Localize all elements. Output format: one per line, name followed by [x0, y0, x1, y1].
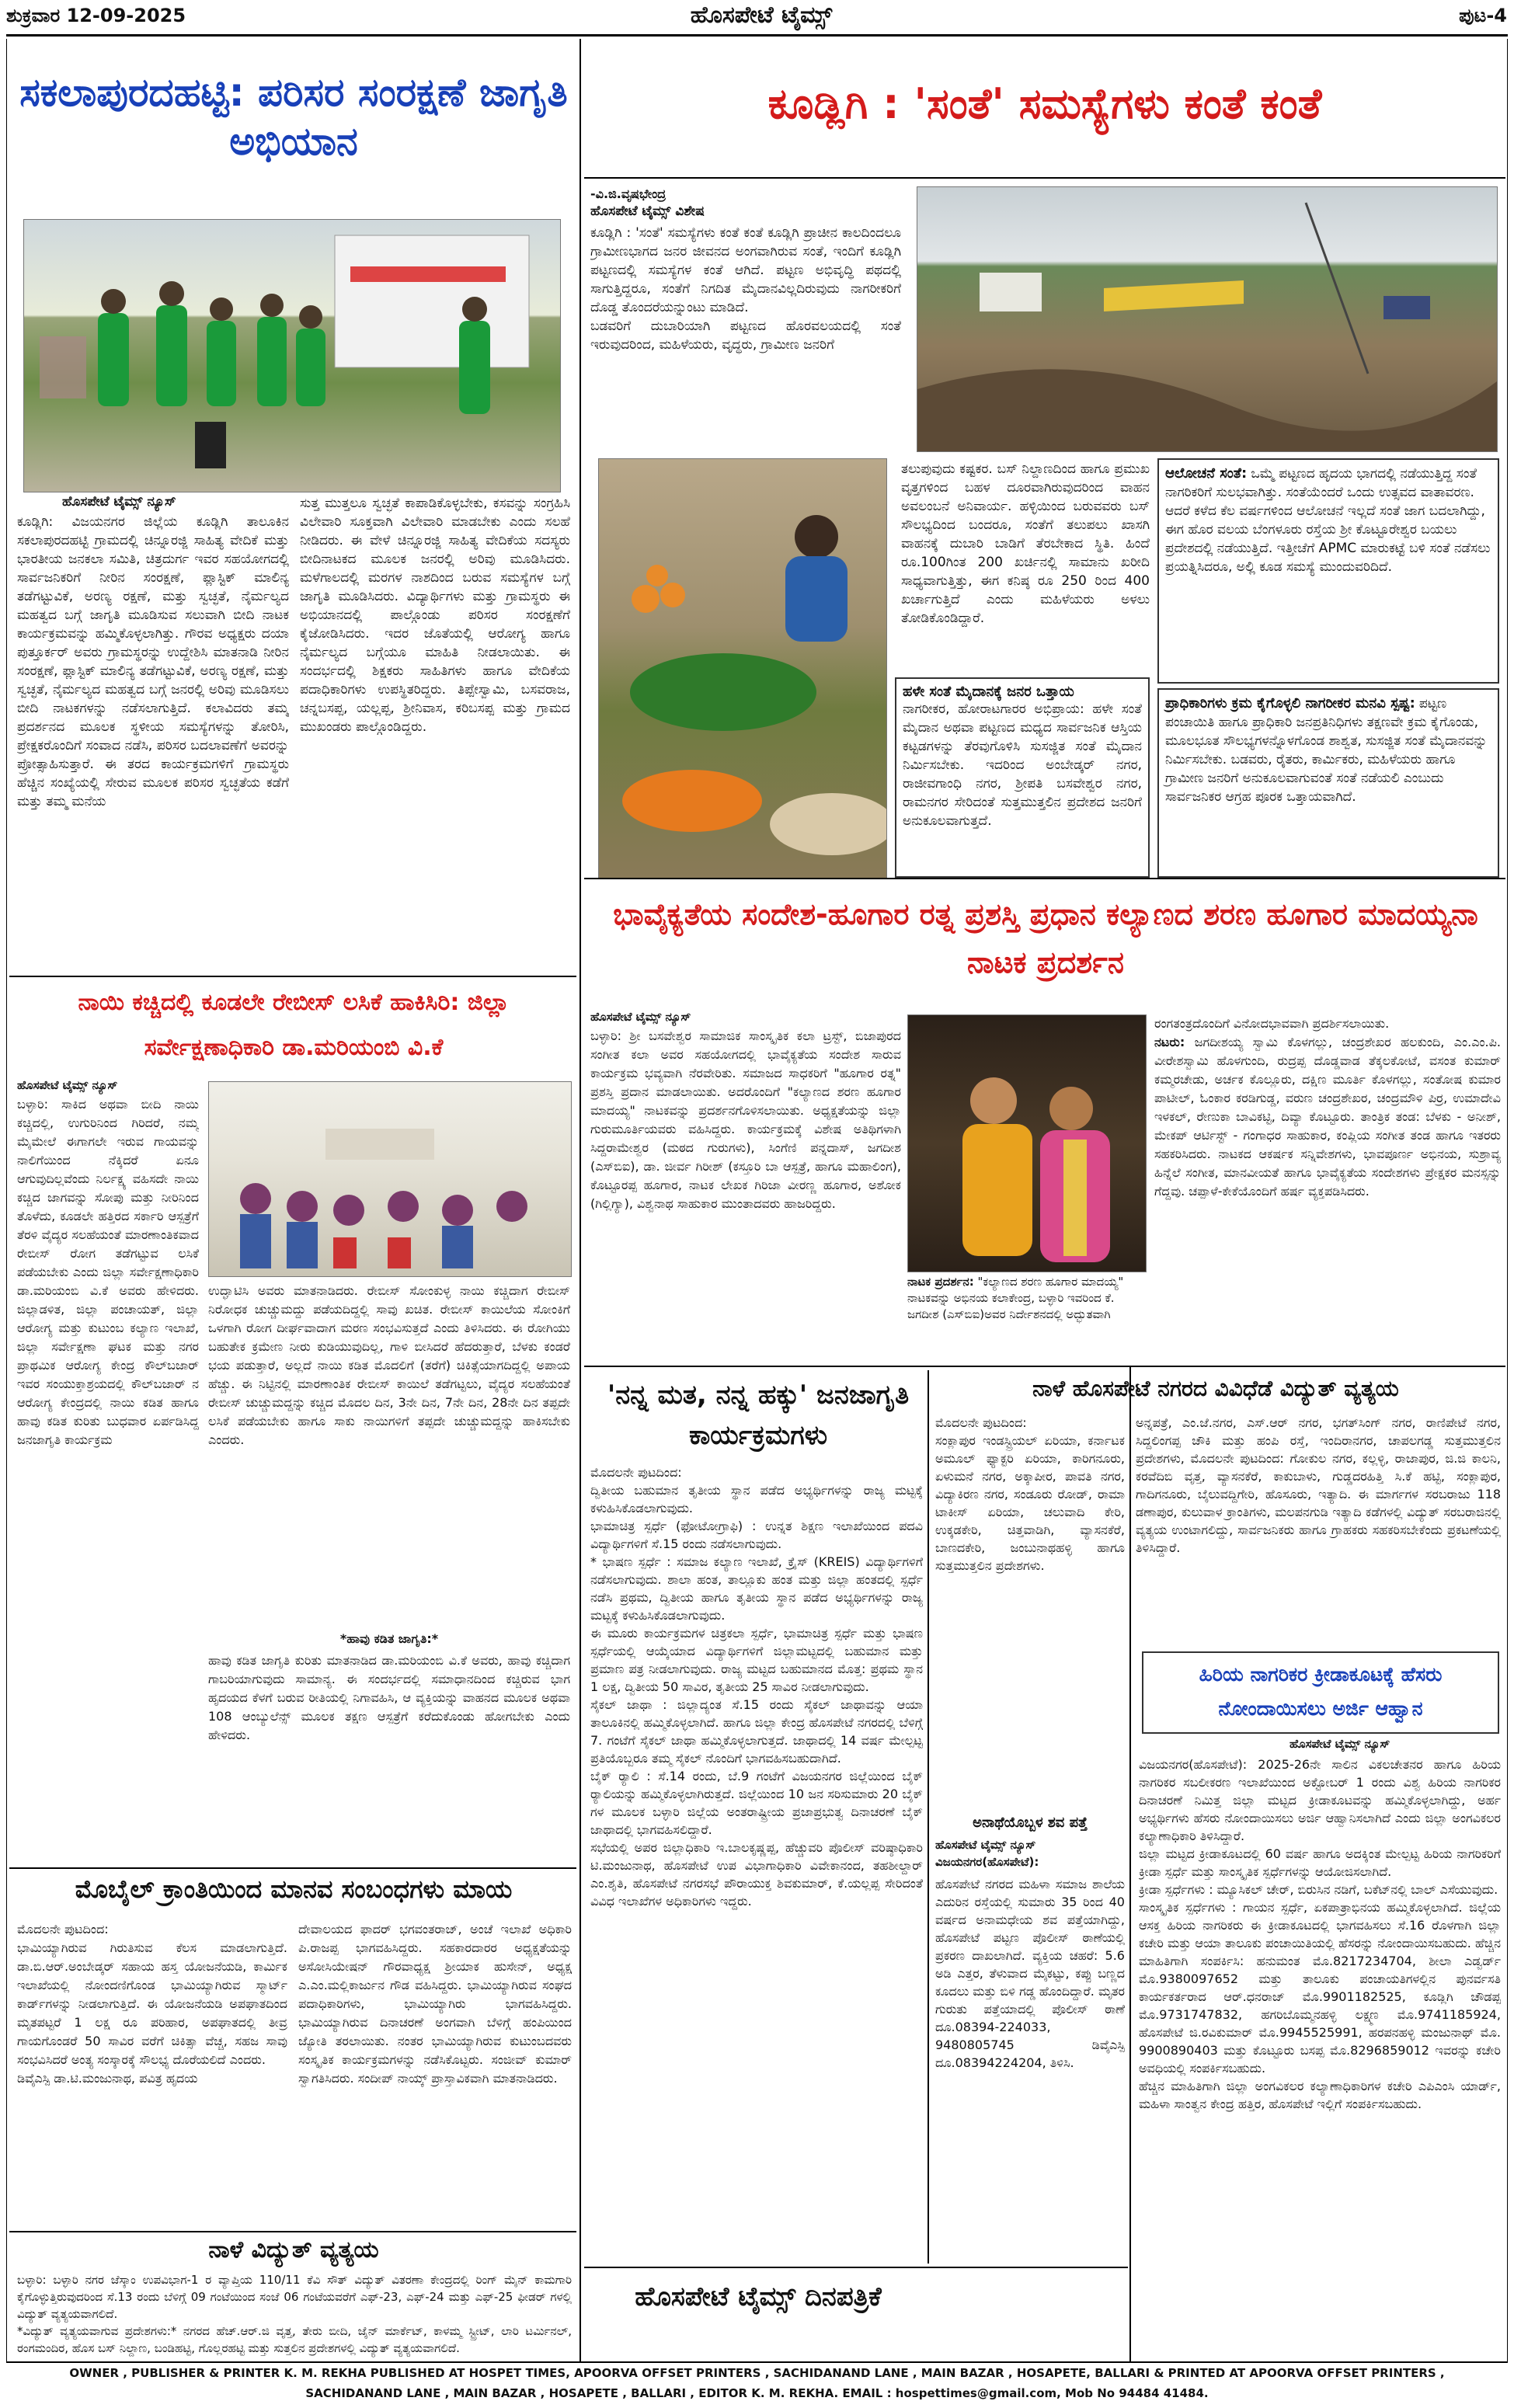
- article4-byline: ಹೊಸಪೇಟೆ ಟೈಮ್ಸ್ ನ್ಯೂಸ್: [590, 1010, 691, 1024]
- article4-caption-text: "ಕಲ್ಯಾಣದ ಶರಣ ಹೂಗಾರ ಮಾದಯ್ಯ" ನಾಟಕವನ್ನು ಅಭಿನಯ ಕಲಾಕೇಂದ್ರ, ಬಳ್ಳಾರಿ ಇವರಿಂದ ಕೆ. ಜಗದೀಶ (ಎಸ್‌ಬಿಐ)ಅವರ ನಿರ್ದೇಶನದಲ್ಲಿ ಅದ್ಭುತವಾಗಿ: [907, 1275, 1124, 1321]
- article1-byline: ಹೊಸಪೇಟೆ ಟೈಮ್ಸ್ ನ್ಯೂಸ್: [62, 494, 176, 510]
- article4-col3: [1154, 1014, 1501, 1359]
- article2-box3-text: ಪಟ್ಟಣ ಪಂಚಾಯಿತಿ ಹಾಗೂ ಪ್ರಾಧಿಕಾರಿ ಜನಪ್ರತಿನಿಧಿಗಳು ತಕ್ಷಣವೇ ಕ್ರಮ ಕೈಗೊಂಡು, ಮೂಲಭೂತ ಸೌಲಭ್ಯಗಳನ್ನೊಳಗೊಂಡ ಶಾಶ್ವತ, ಸುಸಜ್ಜಿತ ಸಂತೆ ಮೈದಾನವನ್ನು ನಿರ್ಮಿಸಬೇಕು. ಬಡವರು, ರೈತರು, ಕಾರ್ಮಿಕರು, ಮಹಿಳೆಯರು ಹಾಗೂ ಗ್ರಾಮೀಣ ಜನರಿಗೆ ಅನುಕೂಲವಾಗುವಂತೆ ಸಂತೆ ನಡೆಯಲಿ ಎಂಬುದು ಸಾರ್ವಜನಿಕರ ಆಗ್ರಹ ಪೂರಕ ಒತ್ತಾಯವಾಗಿದೆ.: [1165, 696, 1488, 805]
- article2-box2-text: ಒಮ್ಮೆ ಪಟ್ಟಣದ ಹೃದಯ ಭಾಗದಲ್ಲಿ ನಡೆಯುತ್ತಿದ್ದ ಸಂತೆ ನಾಗರಿಕರಿಗೆ ಸುಲಭವಾಗಿತ್ತು. ಸಂತೆಯೆಂದರೆ ಒಂದು ಉತ್ಸವದ ವಾತಾವರಣ. ಆದರೆ ಕಳೆದ ಕೆಲ ವರ್ಷಗಳಿಂದ ಆಲೋಚನೆ ಇಲ್ಲದೆ ಸಂತೆ ಜಾಗ ಬದಲಾಗಿದ್ದು, ಈಗ ಹೊರ ವಲಯ ಬೆಂಗಳೂರು ರಸ್ತೆಯ ಶ್ರೀ ಕೊಟ್ಟೂರೇಶ್ವರ ಬಯಲು ಪ್ರದೇಶದಲ್ಲಿ ನಡೆಯುತ್ತಿದೆ. ಇತ್ತೀಚೆಗೆ APMC ಮಾರುಕಟ್ಟೆ ಬಳಿ ಸಂತೆ ನಡೆಸಲು ಪ್ರಯತ್ನಿಸಿದರೂ, ಅಲ್ಲಿ ಕೂಡ ಸಮಸ್ಯೆ ಮುಂದುವರಿದಿದೆ.: [1165, 466, 1491, 575]
- article5-headline: ಮೊಬೈಲ್ ಕ್ರಾಂತಿಯಿಂದ ಮಾನವ ಸಂಬಂಧಗಳು ಮಾಯ: [75, 1874, 513, 1904]
- column-divider: [1507, 39, 1508, 2361]
- footer-rule: [6, 2361, 1508, 2363]
- article1-col1: ಕೂಡ್ಲಿಗಿ: ವಿಜಯನಗರ ಜಿಲ್ಲೆಯ ಕೂಡ್ಲಿಗಿ ತಾಲೂಕಿನ ಸಕಲಾಪುರದಹಟ್ಟಿ ಗ್ರಾಮದಲ್ಲಿ ಚಿನ್ನೂರಜ್ಜಿ ಸಾಹಿತ್ಯ ವೇದಿಕೆ ಮತ್ತು ಭಾರತೀಯ ಜನಕಲಾ ಸಮಿತಿ, ಚಿತ್ರದುರ್ಗ ಇವರ ಸಹಯೋಗದಲ್ಲಿ ಸಾರ್ವಜನಿಕರಿಗೆ ನೀರಿನ ಸಂರಕ್ಷಣೆ, ಪ್ಲಾಸ್ಟಿಕ್ ಮಾಲಿನ್ಯ ತಡೆಗಟ್ಟುವಿಕೆ, ಅರಣ್ಯ ರಕ್ಷಣೆ, ಮತ್ತು ಸ್ವಚ್ಛತೆ, ನೈರ್ಮಲ್ಯದ ಮಹತ್ವದ ಬಗ್ಗೆ ಜಾಗೃತಿ ಮೂಡಿಸುವ ಸಲುವಾಗಿ ಬೀದಿ ನಾಟಕ ಕಾರ್ಯಕ್ರಮವನ್ನು ಹಮ್ಮಿಕೊಳ್ಳಲಾಗಿತ್ತು. ಗೌರವ ಅಧ್ಯಕ್ಷರು ದಯಾ ಪುತ್ತೂರ್ಕರ್ ಅವರು ಗ್ರಾಮಸ್ಥರನ್ನು ಉದ್ದೇಶಿಸಿ ಮಾತನಾಡಿ ನೀರಿನ ಸಂರಕ್ಷಣೆ, ಪ್ಲಾಸ್ಟಿಕ್ ಮಾಲಿನ್ಯ ತಡೆಗಟ್ಟುವಿಕೆ, ಅರಣ್ಯ ರಕ್ಷಣೆ, ಮತ್ತು ಸ್ವಚ್ಛತೆ, ನೈರ್ಮಲ್ಯದ ಮಹತ್ವದ ಬಗ್ಗೆ ಜನರಲ್ಲಿ ಅರಿವು ಮೂಡಿಸಲು ಬೀದಿ ನಾಟಕಗಳನ್ನು ನಡೆಸಲಾಗುತ್ತಿದೆ. ಕಲಾವಿದರು ತಮ್ಮ ಪ್ರದರ್ಶನದ ಮೂಲಕ ಸ್ಥಳೀಯ ಸಮಸ್ಯೆಗಳನ್ನು ತೋರಿಸಿ, ಪ್ರೇಕ್ಷಕರೊಂದಿಗೆ ಸಂವಾದ ನಡೆಸಿ, ಪರಿಸರ ಬದಲಾವಣೆಗೆ ಅವರನ್ನು ಪ್ರೋತ್ಸಾಹಿಸುತ್ತಾರೆ. ಈ ತರದ ಕಾರ್ಯಕ್ರಮಗಳಿಗೆ ಗ್ರಾಮಸ್ಥರು ಹೆಚ್ಚಿನ ಸಂಖ್ಯೆಯಲ್ಲಿ ಸೇರುವ ಮೂಲಕ ಪರಿಸರ ಸ್ವಚ್ಛತೆಯ ಕಡೆಗೆ ಮತ್ತು ತಮ್ಮ ಮನೆಯ: [17, 514, 289, 809]
- article1-photo: [23, 219, 561, 492]
- article9-byline: ಹೊಸಪೇಟೆ ಟೈಮ್ಸ್ ನ್ಯೂಸ್: [1290, 1737, 1390, 1751]
- masthead-rule: [6, 34, 1508, 37]
- article2-cont: ತಲುಪುವುದು ಕಷ್ಟಕರ. ಬಸ್ ನಿಲ್ದಾಣದಿಂದ ಹಾಗೂ ಪ್ರಮುಖ ವೃತ್ತಗಳಿಂದ ಬಹಳ ದೂರವಾಗಿರುವುದರಿಂದ ವಾಹನ ಅವಲಂಬನೆ ಅನಿವಾರ್ಯ. ಹಳ್ಳಿಯಿಂದ ಬರುವವರು ಬಸ್ ಸೌಲಭ್ಯದಿಂದ ಬಂದರೂ, ಸಂತೆಗೆ ತಲುಪಲು ಖಾಸಗಿ ವಾಹನಕ್ಕೆ ದುಬಾರಿ ಬಾಡಿಗೆ ತೆರಬೇಕಾದ ಸ್ಥಿತಿ. ಹಿಂದೆ ರೂ.100ಗಿಂತ 200 ಖರ್ಚಿನಲ್ಲಿ ಸಾಮಾನು ಖರೀದಿ ಸಾಧ್ಯವಾಗುತ್ತಿತ್ತು, ಈಗ ಕನಿಷ್ಠ ರೂ 250 ರಿಂದ 400 ಖರ್ಚಾಗುತ್ತಿದೆ ಎಂದು ಮಹಿಳೆಯರು ಅಳಲು ತೋಡಿಕೊಂಡಿದ್ದಾರೆ.: [901, 461, 1150, 626]
- article7-body: ಮೊದಲನೇ ಪುಟದಿಂದ: ದ್ವಿತೀಯ ಬಹುಮಾನ ತೃತೀಯ ಸ್ಥಾನ ಪಡೆದ ಅಭ್ಯರ್ಥಿಗಳನ್ನು ರಾಜ್ಯ ಮಟ್ಟಕ್ಕೆ ಕಳುಹಿಸಿಕೊಡಲಾಗುವುದು. ಭಾಮಾಚಿತ್ರ ಸ್ಪರ್ಧೆ (ಫೋಟೋಗ್ರಾಫಿ) : ಉನ್ನತ ಶಿಕ್ಷಣ ಇಲಾಖೆಯಿಂದ ಪದವಿ ವಿದ್ಯಾರ್ಥಿಗಳಿಗೆ ಸೆ.15 ರಂದು ನಡೆಸಲಾಗುವುದು. * ಭಾಷಣ ಸ್ಪರ್ಧೆ : ಸಮಾಜ ಕಲ್ಯಾಣ ಇಲಾಖೆ, ಕ್ರೈಸ್ (KREIS) ವಿದ್ಯಾರ್ಥಿಗಳಿಗೆ ನಡೆಸಲಾಗುವುದು. ಶಾಲಾ ಹಂತ, ತಾಲ್ಲೂಕು ಹಂತ ಮತ್ತು ಜಿಲ್ಲಾ ಹಂತದಲ್ಲಿ ಸ್ಪರ್ಧೆ ನಡೆಸಿ ಪ್ರಥಮ, ದ್ವಿತೀಯ ಹಾಗೂ ತೃತೀಯ ಸ್ಥಾನ ಪಡೆದ ಅಭ್ಯರ್ಥಿಗಳನ್ನು ರಾಜ್ಯ ಮಟ್ಟಕ್ಕೆ ಕಳುಹಿಸಿಕೊಡಲಾಗುವುದು. ಈ ಮೂರು ಕಾರ್ಯಕ್ರಮಗಳ ಚಿತ್ರಕಲಾ ಸ್ಪರ್ಧೆ, ಭಾಮಾಚಿತ್ರ ಸ್ಪರ್ಧೆ ಮತ್ತು ಭಾಷಣ ಸ್ಪರ್ಧೆಯಲ್ಲಿ ಆಯ್ಕೆಯಾದ ವಿದ್ಯಾರ್ಥಿಗಳಿಗೆ ಜಿಲ್ಲಾಮಟ್ಟದಲ್ಲಿ ಬಹುಮಾನ ಮತ್ತು ಪ್ರಮಾಣ ಪತ್ರ ನೀಡಲಾಗುವುದು. ರಾಜ್ಯ ಮಟ್ಟದ ಬಹುಮಾನದ ಮೊತ್ತ: ಪ್ರಥಮ ಸ್ಥಾನ 1 ಲಕ್ಷ, ದ್ವಿತೀಯ 50 ಸಾವಿರ, ತೃತೀಯ 25 ಸಾವಿರ ನೀಡಲಾಗುವುದು. ಸೈಕಲ್ ಜಾಥಾ : ಜಿಲ್ಲಾದ್ಯಂತ ಸೆ.15 ರಂದು ಸೈಕಲ್ ಜಾಥಾವನ್ನು ಆಯಾ ತಾಲೂಕಿನಲ್ಲಿ ಹಮ್ಮಿಕೊಳ್ಳಲಾಗಿದೆ. ಹಾಗೂ ಜಿಲ್ಲಾ ಕೇಂದ್ರ ಹೊಸಪೇಟೆ ನಗರದಲ್ಲಿ ಬೆಳಿಗ್ಗೆ 7. ಗಂಟೆಗೆ ಸೈಕಲ್ ಜಾಥಾ ಹಮ್ಮಿಕೊಳ್ಳಲಾಗುತ್ತದೆ. ಜಾಥಾದಲ್ಲಿ 14 ವರ್ಷ ಮೇಲ್ಪಟ್ಟ ಪ್ರತಿಯೊಬ್ಬರೂ ತಮ್ಮ ಸೈಕಲ್ ನೊಂದಿಗೆ ಭಾಗವಹಿಸಬಹುದಾಗಿದೆ. ಬೈಕ್ ರ‍್ಯಾಲಿ : ಸೆ.14 ರಂದು, ಬೆ.9 ಗಂಟೆಗೆ ವಿಜಯನಗರ ಜಿಲ್ಲೆಯಿಂದ ಬೈಕ್ ರ‍್ಯಾಲಿಯನ್ನು ಹಮ್ಮಿಕೊಳ್ಳಲಾಗಿರುತ್ತದೆ. ಜಿಲ್ಲೆಯಿಂದ 10 ಜನ ಸರಿಸುಮಾರು 20 ಬೈಕ್ ಗಳ ಮೂಲಕ ಬಳ್ಳಾರಿ ಜಿಲ್ಲೆಯ ಅಂತರಾಷ್ಟ್ರೀಯ ಪ್ರಜಾಪ್ರಭುತ್ವ ದಿನಾಚರಣೆ ಬೈಕ್ ಜಾಥಾದಲ್ಲಿ ಭಾಗವಹಿಸಲಿದ್ದಾರೆ. ಸಭೆಯಲ್ಲಿ ಅಪರ ಜಿಲ್ಲಾಧಿಕಾರಿ ಇ.ಬಾಲಕೃಷ್ಣಪ್ಪ, ಹೆಚ್ಚುವರಿ ಪೊಲೀಸ್ ವರಿಷ್ಠಾಧಿಕಾರಿ ಟಿ.ಮಂಜುನಾಥ, ಹೊಸಪೇಟೆ ಉಪ ವಿಭಾಗಾಧಿಕಾರಿ ವಿವೇಕಾನಂದ, ತಹಶೀಲ್ದಾರ್ ಎಂ.ಶೃತಿ, ಹೊಸಪೇಟೆ ನಗರಸಭೆ ಪೌರಾಯುಕ್ತ ಶಿವಕುಮಾರ್, ಕೆ.ಯಲ್ಲಪ್ಪ ಸೇರಿದಂತೆ ವಿವಿಧ ಇಲಾಖೆಗಳ ಅಧಿಕಾರಿಗಳು ಇದ್ದರು.: [590, 1465, 923, 1909]
- article6-body: ಬಳ್ಳಾರಿ: ಬಳ್ಳಾರಿ ನಗರ ಜೆಸ್ಕಾಂ ಉಪವಿಭಾಗ-1 ರ ವ್ಯಾಪ್ತಿಯ 110/11 ಕೆವಿ ಸೌತ್ ವಿದ್ಯುತ್ ವಿತರಣಾ ಕೇಂದ್ರದಲ್ಲಿ ರಿಂಗ್ ಮೈನ್ ಕಾಮಗಾರಿ ಕೈಗೊಳ್ಳುತ್ತಿರುವುದರಿಂದ ಸೆ.13 ರಂದು ಬೆಳಿಗ್ಗೆ 09 ಗಂಟೆಯಿಂದ ಸಂಜೆ 06 ಗಂಟೆಯವರೆಗೆ ಎಫ್-23, ಎಫ್-24 ಮತ್ತು ಎಫ್-25 ಫೀಡರ್ ಗಳಲ್ಲಿ ವಿದ್ಯುತ್ ವ್ಯತ್ಯಯವಾಗಲಿದೆ. *ವಿದ್ಯುತ್ ವ್ಯತ್ಯಯವಾಗುವ ಪ್ರದೇಶಗಳು:* ನಗರದ ಹೆಚ್.ಆರ್.ಜಿ ವೃತ್ತ, ತೇರು ಬೀದಿ, ಜೈನ್ ಮಾರ್ಕೆಟ್, ಕಾಳಮ್ಮ ಸ್ಟ್ರೀಟ್, ಲಾರಿ ಟರ್ಮಿನಲ್, ರಂಗಮಂದಿರ, ಹೊಸ ಬಸ್ ನಿಲ್ದಾಣ, ಬಂಡಿಹಟ್ಟಿ, ಗೊಲ್ಲರಹಟ್ಟಿ ಮತ್ತು ಸುತ್ತಲಿನ ಪ್ರದೇಶಗಳಲ್ಲಿ ವಿದ್ಯುತ್ ವ್ಯತ್ಯಯವಾಗಲಿದೆ.: [17, 2273, 572, 2355]
- article9-body: ವಿಜಯನಗರ(ಹೊಸಪೇಟೆ): 2025-26ನೇ ಸಾಲಿನ ವಿಕಲಚೇತನರ ಹಾಗೂ ಹಿರಿಯ ನಾಗರಿಕರ ಸಬಲೀಕರಣ ಇಲಾಖೆಯಿಂದ ಅಕ್ಟೋಬರ್ 1 ರಂದು ವಿಶ್ವ ಹಿರಿಯ ನಾಗರಿಕರ ದಿನಾಚರಣೆ ನಿಮಿತ್ತ ಜಿಲ್ಲಾ ಮಟ್ಟದ ಕ್ರೀಡಾಕೂಟವನ್ನು ಹಮ್ಮಿಕೊಳ್ಳಲಾಗಿದ್ದು, ಅರ್ಹ ಅಭ್ಯರ್ಥಿಗಳು ಹೆಸರು ನೋಂದಾಯಿಸಲು ಅರ್ಜಿ ಆಹ್ವಾನಿಸಲಾಗಿದೆ ಎಂದು ಜಿಲ್ಲಾ ಅಂಗವಿಕಲರ ಕಲ್ಯಾಣಾಧಿಕಾರಿ ತಿಳಿಸಿದ್ದಾರೆ. ಜಿಲ್ಲಾ ಮಟ್ಟದ ಕ್ರೀಡಾಕೂಟದಲ್ಲಿ 60 ವರ್ಷ ಹಾಗೂ ಅದಕ್ಕಿಂತ ಮೇಲ್ಪಟ್ಟ ಹಿರಿಯ ನಾಗರಿಕರಿಗೆ ಕ್ರೀಡಾ ಸ್ಪರ್ಧೆ ಮತ್ತು ಸಾಂಸ್ಕೃತಿಕ ಸ್ಪರ್ಧೆಗಳನ್ನು ಆಯೋಜಿಸಲಾಗಿದೆ. ಕ್ರೀಡಾ ಸ್ಪರ್ಧೆಗಳು : ಮ್ಯೂಸಿಕಲ್ ಚೇರ್, ಬಿರುಸಿನ ನಡಿಗೆ, ಬಕೆಟ್‌ನಲ್ಲಿ ಬಾಲ್ ಎಸೆಯುವುದು. ಸಾಂಸ್ಕೃತಿಕ ಸ್ಪರ್ಧೆಗಳು : ಗಾಯನ ಸ್ಪರ್ಧೆ, ಏಕಪಾತ್ರಾಭಿನಯ ಹಮ್ಮಿಕೊಳ್ಳಲಾಗಿದೆ. ಜಿಲ್ಲೆಯ ಆಸಕ್ತ ಹಿರಿಯ ನಾಗರಿಕರು ಈ ಕ್ರೀಡಾಕೂಟದಲ್ಲಿ ಭಾಗವಹಿಸಲು ಸೆ.16 ರೊಳಗಾಗಿ ಜಿಲ್ಲಾ ಕಚೇರಿ ಮತ್ತು ಆಯಾ ತಾಲೂಕು ಪಂಚಾಯಿತಿಯಲ್ಲಿ ಹೆಸರನ್ನು ನೋಂದಾಯಿಸಬಹುದು. ಹೆಚ್ಚಿನ ಮಾಹಿತಿಗಾಗಿ ಸಂಪರ್ಕಿಸಿ: ಹನುಮಂತ ಮೊ.8217234704, ಶೀಲಾ ಎಡ್ವರ್ಡ್ ಮೊ.9380097652 ಮತ್ತು ತಾಲೂಕು ಪಂಚಾಯತಿಗಳಲ್ಲಿನ ಪುನರ್ವಸತಿ ಕಾರ್ಯಕರ್ತರಾದ ಆರ್.ಧನರಾಜ್ ಮೊ.9901182525, ಕೂಡ್ಲಿಗಿ ಚೌಡಪ್ಪ ಮೊ.9731747832, ಹಗರಿಬೊಮ್ಮನಹಳ್ಳಿ ಲಕ್ಷ್ಮಣ ಮೊ.9741185924, ಹೊಸಪೇಟೆ ಜಿ.ರವಿಕುಮಾರ್ ಮೊ.9945525991, ಹರಪನಹಳ್ಳಿ ಮಂಜುನಾಥ್ ಮೊ. 9900890403 ಮತ್ತು ಕೊಟ್ಟೂರು ಬಸಪ್ಪ ಮೊ.8296859012 ಇವರನ್ನು ಕಚೇರಿ ಅವಧಿಯಲ್ಲಿ ಸಂಪರ್ಕಿಸಬಹುದು. ಹೆಚ್ಚಿನ ಮಾಹಿತಿಗಾಗಿ ಜಿಲ್ಲಾ ಅಂಗವಿಕಲರ ಕಲ್ಯಾಣಾಧಿಕಾರಿಗಳ ಕಚೇರಿ ಎಪಿಎಂಸಿ ಯಾರ್ಡ್, ಮಹಿಳಾ ಸಾಂತ್ವನ ಕೇಂದ್ರ ಹತ್ತಿರ, ಹೊಸಪೇಟೆ ಇಲ್ಲಿಗೆ ಸಂಪರ್ಕಿಸಬಹುದು.: [1139, 1757, 1501, 2111]
- article2-box3: [1157, 688, 1499, 878]
- section-rule: [9, 1867, 576, 1869]
- article5-col2: ದೇವಾಲಯದ ಫಾದರ್ ಭಗವಂತರಾಜ್, ಅಂಚೆ ಇಲಾಖೆ ಅಧಿಕಾರಿ ಪಿ.ರಾಜಪ್ಪ ಭಾಗವಹಿಸಿದ್ದರು. ಸಹಕಾರದಾರರ ಅಧ್ಯಕ್ಷತೆಯನ್ನು ಅಸೋಸಿಯೇಷನ್ ಗೌರವಾಧ್ಯಕ್ಷ ಶ್ರೀಯಾಕ ಹುಸೇನ್, ಅಧ್ಯಕ್ಷ ಎ.ಎಂ.ಮಲ್ಲಿಕಾರ್ಜುನ ಗೌಡ ವಹಿಸಿದ್ದರು. ಭಾಮಿಯ್ಯಾಗಿರುವ ಸಂಘದ ಪದಾಧಿಕಾರಿಗಳು, ಭಾಮಿಯ್ಯಾಗಿರು ಭಾಗವಹಿಸಿದ್ದರು. ಭಾಮಿಯ್ಯಾಗಿರುವ ದಿನಾಚರಣೆ ಅಂಗವಾಗಿ ಬೆಳಿಗ್ಗೆ ಹಂಪಿಯಿಂದ ಜ್ಯೋತಿ ತರಲಾಯಿತು. ನಂತರ ಭಾಮಿಯ್ಯಾಗಿರುವ ಕುಟುಂಬದವರು ಸಂಸ್ಕೃತಿಕ ಕಾರ್ಯಕ್ರಮಗಳನ್ನು ನಡೆಸಿಕೊಟ್ಟರು. ಸಂಜೀವ್ ಕುಮಾರ್ ಸ್ವಾಗತಿಸಿದರು. ಸಂದೀಪ್ ನಾಯ್ಕ್ ಪ್ರಾಸ್ತಾವಿಕವಾಗಿ ಮಾತನಾಡಿದರು.: [298, 1922, 572, 2086]
- column-divider: [928, 1370, 929, 2264]
- article2-byline: ಹೊಸಪೇಟೆ ಟೈಮ್ಸ್ ವಿಶೇಷ: [590, 204, 705, 219]
- article4-caption: [907, 1274, 1145, 1359]
- article9-headline-box: [1142, 1651, 1499, 1734]
- article8-byline: ಹೊಸಪೇಟೆ ಟೈಮ್ಸ್ ನ್ಯೂಸ್ ವಿಜಯನಗರ(ಹೊಸಪೇಟೆ):: [935, 1838, 1039, 1869]
- masthead-page: ಪುಟ-4: [1459, 5, 1507, 26]
- article8-headline: ನಾಳೆ ಹೊಸಪೇಟೆ ನಗರದ ವಿವಿಧೆಡೆ ವಿದ್ಯುತ್ ವ್ಯತ್ಯಯ: [1032, 1376, 1399, 1401]
- article2-author: -ವಿ.ಜಿ.ವೃಷಭೇಂದ್ರ: [590, 186, 667, 201]
- article3-subhead: *ಹಾವು ಕಡಿತ ಜಾಗೃತಿ:*: [339, 1631, 439, 1646]
- article3-photo: [208, 1081, 572, 1277]
- street-play-image: [24, 220, 560, 492]
- article4-col1: ಬಳ್ಳಾರಿ: ಶ್ರೀ ಬಸವೇಶ್ವರ ಸಾಮಾಜಿಕ ಸಾಂಸ್ಕೃತಿಕ ಕಲಾ ಟ್ರಸ್ಟ್, ಬಿಜಾಪುರದ ಸಂಗೀತ ಕಲಾ ಅವರ ಸಹಯೋಗದಲ್ಲಿ ಭಾವೈಕ್ಯತೆಯ ಸಂದೇಶ ಸಾರುವ ಕಾರ್ಯಕ್ರಮ ಭವ್ಯವಾಗಿ ನೆರವೇರಿತು. ಸಮಾಜದ ಸಾಧಕರಿಗೆ "ಹೂಗಾರ ರತ್ನ" ಪ್ರಶಸ್ತಿ ಪ್ರದಾನ ಮಾಡಲಾಯಿತು. ಅದರೊಂದಿಗೆ "ಕಲ್ಯಾಣದ ಶರಣ ಹೂಗಾರ ಮಾದಯ್ಯ" ನಾಟಕವನ್ನು ಪ್ರದರ್ಶನಗೊಳಿಸಲಾಯಿತು. ಅಧ್ಯಕ್ಷತೆಯನ್ನು ಜಿಲ್ಲಾ ಗುರುಮೂರ್ತಿಯವರು ವಹಿಸಿದ್ದರು. ಕಾರ್ಯಕ್ರಮಕ್ಕೆ ವಿಶೇಷ ಅತಿಥಿಗಳಾಗಿ ಸಿದ್ದರಾಮೇಶ್ವರ (ಮಠದ ಗುರುಗಳು), ಸಿಂಗೆಣಿ ಪನ್ನದಾಸ್, ಜಗದೀಶ (ಎಸ್‌ಬಿಐ), ಡಾ. ಜೀರ್ವ ಗಿರೀಶ್ (ಕಸ್ತೂರಿ ಬಾ ಆಸ್ಪತ್ರೆ, ಹಾಗೂ ಮಹಾಲಿಂಗ), ಕೊಟ್ಟೂರಪ್ಪ ಹೂಗಾರ, ನಾಟಕ ಲೇಖಕ ಗಿರಿಜಾ ವೀರಣ್ಣ ಹೂಗಾರ, ಅಶೋಕ (ಗಿಲ್ಲಿಗ್ಯಾ), ವಿಶ್ವನಾಥ ಸಾಹುಕಾರ ಮುಂತಾದವರು ಹಾಜರಿದ್ದರು.: [590, 1028, 901, 1211]
- article3-col2b: ಹಾವು ಕಡಿತ ಜಾಗೃತಿ ಕುರಿತು ಮಾತನಾಡಿದ ಡಾ.ಮರಿಯಂಬಿ ವಿ.ಕೆ ಅವರು, ಹಾವು ಕಚ್ಚಿದಾಗ ಗಾಬರಿಯಾಗುವುದು ಸಾಮಾನ್ಯ. ಈ ಸಂದರ್ಭದಲ್ಲಿ ಸಮಾಧಾನದಿಂದ ಕಚ್ಚಿರುವ ಭಾಗ ಹೃದಯದ ಕೆಳಗೆ ಬರುವ ರೀತಿಯಲ್ಲಿ ನಿಗಾವಹಿಸಿ, ಆ ವ್ಯಕ್ತಿಯನ್ನು ವಾಹನದ ಮೂಲಕ ಅಥವಾ 108 ಆಂಬ್ಯುಲೆನ್ಸ್ ಮೂಲಕ ತಕ್ಷಣ ಆಸ್ಪತ್ರೆಗೆ ಕರೆದುಕೊಂಡು ಹೋಗಬೇಕು ಎಂದು ಹೇಳಿದರು.: [208, 1653, 570, 1742]
- article4-headline: ಭಾವೈಕ್ಯತೆಯ ಸಂದೇಶ-ಹೂಗಾರ ರತ್ನ ಪ್ರಶಸ್ತಿ ಪ್ರಧಾನ ಕಲ್ಯಾಣದ ಶರಣ ಹೂಗಾರ ಮಾದಯ್ಯನಾ ನಾಟಕ ಪ್ರದರ್ಶನ: [613, 897, 1478, 980]
- article2-market-photo: [917, 186, 1498, 452]
- article8-col1: ಮೊದಲನೇ ಪುಟದಿಂದ: ಸಂಕ್ಲಾಪುರ ಇಂಡಸ್ಟ್ರಿಯಲ್ ಏರಿಯಾ, ಕರ್ನಾಟಕ ಅಮೂಲ್ ಫ್ಯಾಕ್ಟರಿ ಏರಿಯಾ, ಕಾರಿಗನೂರು, ಏಳುಮನೆ ನಗರ, ಅಕ್ಕಾಪೀರ, ಪಾವತಿ ನಗರ, ವಿದ್ಯಾಕಿರಣ ನಗರ, ಸಂಡೂರು ರೋಡ್, ರಾಮಾ ಟಾಕೀಸ್ ಏರಿಯಾ, ಚಲುವಾದಿ ಕೇರಿ, ಉಕ್ಕಡಕೇರಿ, ಚಿತ್ತವಾಡಿಗಿ, ವ್ಯಾಸನಕೆರೆ, ಬಾಣದಕೇರಿ, ಜಂಬುನಾಥಹಳ್ಳಿ ಹಾಗೂ ಸುತ್ತಮುತ್ತಲಿನ ಪ್ರದೇಶಗಳು.: [935, 1415, 1125, 1573]
- article1-headline: ಸಕಲಾಪುರದಹಟ್ಟಿ: ಪರಿಸರ ಸಂರಕ್ಷಣೆ ಜಾಗೃತಿ ಅಭಿಯಾನ: [19, 70, 568, 164]
- rabies-awareness-image: [209, 1082, 571, 1276]
- article8-col1b: ಹೊಸಪೇಟೆ ನಗರದ ಮಹಿಳಾ ಸಮಾಜ ಶಾಲೆಯ ಎದುರಿನ ರಸ್ತೆಯಲ್ಲಿ ಸುಮಾರು 35 ರಿಂದ 40 ವರ್ಷದ ಅನಾಮಧೇಯ ಶವ ಪತ್ತೆಯಾಗಿದ್ದು, ಹೊಸಪೇಟೆ ಪಟ್ಟಣ ಪೊಲೀಸ್ ಠಾಣೆಯಲ್ಲಿ ಪ್ರಕರಣ ದಾಖಲಾಗಿದೆ. ವ್ಯಕ್ತಿಯ ಚಹರೆ: 5.6 ಅಡಿ ಎತ್ತರ, ತೆಳುವಾದ ಮೈಕಟ್ಟು, ಕಪ್ಪು ಬಣ್ಣದ ಕೂದಲು ಮತ್ತು ಬಿಳಿ ಗಡ್ಡ ಹೊಂದಿದ್ದಾರೆ. ಮೃತರ ಗುರುತು ಪತ್ತೆಯಾದಲ್ಲಿ ಪೊಲೀಸ್ ಠಾಣೆ ದೂ.08394-224033, 9480805745 ಡಿವೈಎಸ್ಪಿ ದೂ.08394224204, ತಿಳಿಸಿ.: [935, 1877, 1125, 2070]
- section-rule: [9, 976, 576, 977]
- article2-box3-heading: ಪ್ರಾಧಿಕಾರಿಗಳು ಕ್ರಮ ಕೈಗೊಳ್ಳಲಿ ನಾಗರೀಕರ ಮನವಿ ಸ್ಪಷ್ಟ:: [1165, 695, 1415, 712]
- article2-headline: ಕೂಡ್ಲಿಗಿ : 'ಸಂತೆ' ಸಮಸ್ಯೆಗಳು ಕಂತೆ ಕಂತೆ: [767, 79, 1322, 128]
- article4-col3-text: ರಂಗತಂತ್ರದೊಂದಿಗೆ ವಿನೋದಭಾವವಾಗಿ ಪ್ರದರ್ಶಿಸಲಾಯಿತು.: [1154, 1016, 1390, 1031]
- article4-col3-heading: ನಟರು:: [1154, 1035, 1185, 1049]
- article1-col2: ಸುತ್ತ ಮುತ್ತಲೂ ಸ್ವಚ್ಛತೆ ಕಾಪಾಡಿಕೊಳ್ಳಬೇಕು, ಕಸವನ್ನು ಸಂಗ್ರಹಿಸಿ ವಿಲೇವಾರಿ ಸೂಕ್ತವಾಗಿ ವಿಲೇವಾರಿ ಮಾಡಬೇಕು ಎಂದು ಸಲಹೆ ನೀಡಿದರು. ಈ ವೇಳೆ ಚಿನ್ನೂರಜ್ಜಿ ಸಾಹಿತ್ಯ ವೇದಿಕೆಯ ಸದಸ್ಯರು ಬೀದಿನಾಟಕದ ಮೂಲಕ ಜನರಲ್ಲಿ ಅರಿವು ಮೂಡಿಸಿದರು. ಮಳೆಗಾಲದಲ್ಲಿ ಮರಗಳ ನಾಶದಿಂದ ಬರುವ ಸಮಸ್ಯೆಗಳ ಬಗ್ಗೆ ಜಾಗೃತಿ ಮೂಡಿಸಿದರು. ವಿದ್ಯಾರ್ಥಿಗಳು ಮತ್ತು ಗ್ರಾಮಸ್ಥರು ಈ ಅಭಿಯಾನದಲ್ಲಿ ಪಾಲ್ಗೊಂಡು ಪರಿಸರ ಸಂರಕ್ಷಣೆಗೆ ಕೈಜೋಡಿಸಿದರು. ಇದರ ಜೊತೆಯಲ್ಲಿ ಆರೋಗ್ಯ ಹಾಗೂ ನೈರ್ಮಲ್ಯದ ಬಗ್ಗೆಯೂ ಮಾಹಿತಿ ನೀಡಲಾಯಿತು. ಈ ಸಂದರ್ಭದಲ್ಲಿ ಶಿಕ್ಷಕರು ಸಾಹಿತಿಗಳು ಹಾಗೂ ವೇದಿಕೆಯ ಪದಾಧಿಕಾರಿಗಳು ಉಪಸ್ಥಿತರಿದ್ದರು. ತಿಪ್ಪೇಸ್ವಾಮಿ, ಬಸವರಾಜ, ಚನ್ನಬಸಪ್ಪ, ಯಲ್ಲಪ್ಪ, ಶ್ರೀನಿವಾಸ, ಕರಿಬಸಪ್ಪ ಮತ್ತು ಗ್ರಾಮದ ಮುಖಂಡರು ಪಾಲ್ಗೊಂಡಿದ್ದರು.: [300, 496, 570, 735]
- article2-vendor-photo: [598, 458, 887, 879]
- article4-caption-heading: ನಾಟಕ ಪ್ರದರ್ಶನ:: [907, 1275, 974, 1289]
- drama-stage-image: [908, 1015, 1146, 1272]
- column-divider: [1129, 1367, 1131, 2361]
- article8-subhead: ಅನಾಥೆಯೊಬ್ಬಳ ಶವ ಪತ್ತೆ: [973, 1815, 1088, 1831]
- footer-line1: OWNER , PUBLISHER & PRINTER K. M. REKHA PUBLISHED AT HOSPET TIMES, APOORVA OFFSET PRINTERS , SACHIDANAND LANE , MAIN BAZAR , HOSAPETE, BALLARI & PRINTED AT APOORVA OFFSET PRINTERS ,: [69, 2366, 1445, 2380]
- article3-headline: ನಾಯಿ ಕಚ್ಚಿದಲ್ಲಿ ಕೂಡಲೇ ರೇಬೀಸ್ ಲಸಿಕೆ ಹಾಕಿಸಿರಿ: ಜಿಲ್ಲಾ ಸರ್ವೇಕ್ಷಣಾಧಿಕಾರಿ ಡಾ.ಮರಿಯಂಬಿ ವಿ.ಕೆ: [78, 989, 510, 1061]
- article8-col2: ಅನ್ನಪತ್ರೆ, ಎಂ.ಜೆ.ನಗರ, ಎಸ್.ಆರ್ ನಗರ, ಭಗತ್‌ಸಿಂಗ್ ನಗರ, ರಾಣಿಪೇಟೆ ನಗರ, ಸಿದ್ದಲಿಂಗಪ್ಪ ಚೌಕಿ ಮತ್ತು ಹಂಪಿ ರಸ್ತೆ, ಇಂದಿರಾನಗರ, ಚಾಪಲಗಡ್ಡ ಸುತ್ತಮುತ್ತಲಿನ ಪ್ರದೇಶಗಳು, ಮೊದಲನೇ ಪುಟದಿಂದ: ಗೋಕುಲ ನಗರ, ಕಲ್ಲಳ್ಳಿ, ರಾಜಾಪುರ, ಜಿ.ಜಿ ಕಾಲನಿ, ಕರವೆದಿಬಿ ವೃತ್ತ, ವ್ಯಾಸನಕೆರೆ, ಕಾಕುಬಾಳು, ಗುಡ್ಡದರಹಿತ್ತಿ ಸಿ.ಕೆ ಹಟ್ಟಿ, ಸಂಕ್ಲಾಪುರ, ಗಾದಿಗನೂರು, ಬೈಲುವದ್ದಿಗೇರಿ, ಹೊಸೂರು, ಇತ್ಯಾದಿ. ಈ ಮಾರ್ಗಗಳ ಸರಬರಾಜು 118 ಡಣಾಪುರ, ಕುಲುವಾಳ ಕ್ರಾಂತಿಗಳು, ಮಲಪನಗುಡಿ ಇತ್ಯಾದಿ ಕಡೆಗಳಲ್ಲಿ ವಿದ್ಯುತ್ ಸರಬರಾಜಿನಲ್ಲಿ ವ್ಯತ್ಯಯ ಉಂಟಾಗಲಿದ್ದು, ಸಾರ್ವಜನಿಕರು ಹಾಗೂ ಗ್ರಾಹಕರು ಸಹಕರಿಸಬೇಕೆಂದು ಪ್ರಕಟಣೆಯಲ್ಲಿ ತಿಳಿಸಿದ್ದಾರೆ.: [1136, 1415, 1501, 1555]
- article5-col1: ಮೊದಲನೇ ಪುಟದಿಂದ: ಭಾಮಿಯ್ಯಾಗಿರುವ ಗಿರುತಿಸುವ ಕೆಲಸ ಮಾಡಲಾಗುತ್ತಿದೆ. ಡಾ.ಬಿ.ಆರ್.ಅಂಬೇಡ್ಕರ್ ಸಹಾಯ ಹಸ್ತ ಯೋಜನೆಯಡಿ, ಕಾರ್ಮಿಕ ಇಲಾಖೆಯಲ್ಲಿ ನೋಂದಣಿಗೊಂಡ ಭಾಮಿಯ್ಯಾಗಿರುವ ಸ್ಮಾರ್ಟ್ ಕಾರ್ಡ್‌ಗಳನ್ನು ನೀಡಲಾಗುತ್ತಿದೆ. ಈ ಯೋಜನೆಯಡಿ ಅಪಘಾತದಿಂದ ಮೃತಪಟ್ಟರೆ 1 ಲಕ್ಷ ರೂ ಪರಿಹಾರ, ಅಪಘಾತದಲ್ಲಿ ತೀವ್ರ ಗಾಯಗೊಂಡರೆ 50 ಸಾವಿರ ವರೆಗೆ ಚಿಕಿತ್ಸಾ ವೆಚ್ಚ, ಸಹಜ ಸಾವು ಸಂಭವಿಸಿದರೆ ಅಂತ್ಯ ಸಂಸ್ಕಾರಕ್ಕೆ ಸೌಲಭ್ಯ ದೊರೆಯಲಿದೆ ಎಂದರು. ಡಿವೈಎಸ್ಪಿ ಡಾ.ಟಿ.ಮಂಜುನಾಥ, ಪವಿತ್ರ ಹೃದಯ: [17, 1922, 287, 2086]
- section-rule: [584, 878, 1505, 879]
- masthead-title: ಹೊಸಪೇಟೆ ಟೈಮ್ಸ್: [690, 2, 833, 29]
- vegetable-vendor-image: [599, 459, 886, 879]
- article2-box2-heading: ಆಲೋಚನೆ ಸಂತೆ:: [1165, 465, 1248, 482]
- article2-intro: ಕೂಡ್ಲಿಗಿ : 'ಸಂತೆ' ಸಮಸ್ಯೆಗಳು ಕಂತೆ ಕಂತೆ ಕೂಡ್ಲಿಗಿ ಪ್ರಾಚೀನ ಕಾಲದಿಂದಲೂ ಗ್ರಾಮೀಣಭಾಗದ ಜನರ ಜೀವನದ ಅಂಗವಾಗಿರುವ ಸಂತೆ, ಇಂದಿಗೆ ಕೂಡ್ಲಿಗಿ ಪಟ್ಟಣದಲ್ಲಿ ಸಮಸ್ಯೆಗಳ ಕಂತೆ ಆಗಿದೆ. ಪಟ್ಟಣ ಅಭಿವೃದ್ಧಿ ಪಥದಲ್ಲಿ ಸಾಗುತ್ತಿದ್ದರೂ, ಸಂತೆಗೆ ನಿಗದಿತ ಮೈದಾನವಿಲ್ಲದಿರುವುದು ನಾಗರೀಕರಿಗೆ ದೊಡ್ಡ ತೊಂದರೆಯನ್ನುಂಟು ಮಾಡಿದೆ. ಬಡವರಿಗೆ ದುಬಾರಿಯಾಗಿ ಪಟ್ಟಣದ ಹೊರವಲಯದಲ್ಲಿ ಸಂತೆ ಇರುವುದರಿಂದ, ಮಹಿಳೆಯರು, ವೃದ್ಧರು, ಗ್ರಾಮೀಣ ಜನರಿಗೆ: [590, 225, 901, 353]
- article2-box1-heading: ಹಳೇ ಸಂತೆ ಮೈದಾನಕ್ಕೆ ಜನರ ಒತ್ತಾಯ: [903, 684, 1074, 700]
- footer-line2: SACHIDANAND LANE , MAIN BAZAR , HOSAPETE , BALLARI , EDITOR K. M. REKHA. EMAIL : hospettimes@gmail.com, Mob No 94484 41484.: [305, 2386, 1209, 2400]
- column-divider: [6, 39, 7, 2361]
- article2-box1-text: ನಾಗರೀಕರ, ಹೋರಾಟಗಾರರ ಅಭಿಪ್ರಾಯ: ಹಳೇ ಸಂತೆ ಮೈದಾನ ಅಥವಾ ಪಟ್ಟಣದ ಮಧ್ಯದ ಸಾರ್ವಜನಿಕ ಆಸ್ತಿಯ ಕಟ್ಟಡಗಳನ್ನು ತೆರವುಗೊಳಿಸಿ ಸುಸಜ್ಜಿತ ಸಂತೆ ಮೈದಾನ ನಿರ್ಮಿಸಬೇಕು. ಇದರಿಂದ ಅಂಬೇಡ್ಕರ್ ನಗರ, ರಾಜೀವಗಾಂಧಿ ನಗರ, ಶ್ರೀಪತಿ ಬಸವೇಶ್ವರ ನಗರ, ರಾಮನಗರ ಸೇರಿದಂತೆ ಸುತ್ತಮುತ್ತಲಿನ ಪ್ರದೇಶದ ಜನರಿಗೆ ಅನುಕೂಲವಾಗುತ್ತದೆ.: [903, 701, 1142, 829]
- article3-col2: ಉದ್ಘಾಟಿಸಿ ಅವರು ಮಾತನಾಡಿದರು. ರೇಬೀಸ್ ಸೋಂಕುಳ್ಳ ನಾಯಿ ಕಚ್ಚಿದಾಗ ರೇಬೀಸ್ ನಿರೋಧಕ ಚುಚ್ಚುಮದ್ದು ಪಡೆಯದಿದ್ದಲ್ಲಿ ಸಾವು ಖಚಿತ. ರೇಬೀಸ್ ಕಾಯಿಲೆಯ ಸೋಂಕಿಗೆ ಒಳಗಾಗಿ ರೋಗ ದೀರ್ಘವಾದಾಗ ಮರಣ ಸಂಭವಿಸುತ್ತದೆ ಎಂದು ತಿಳಿಸಿದರು. ಈ ರೋಗಿಯು ಬಹುತೇಕ ಕ್ರಮೇಣ ನೀರು ಕುಡಿಯುವುದಿಲ್ಲ, ಗಾಳಿ ಬೀಸಿದರೆ ಹೆದರುತ್ತಾರೆ, ಬೆಳಕು ಕಂಡರೆ ಭಯ ಪಡುತ್ತಾರೆ, ಅಲ್ಲದೆ ನಾಯಿ ಕಡಿತ ಮೊದಲಿಗೆ (ತರೆಗೆ) ಚಿಕಿತ್ಸೆಯಾಗದಿದ್ದಲ್ಲಿ ಅಪಾಯ ಹೆಚ್ಚು. ಈ ನಿಟ್ಟಿನಲ್ಲಿ ಮಾರಣಾಂತಿಕ ರೇಬೀಸ್ ಕಾಯಿಲೆ ತಡೆಗಟ್ಟಲು, ವೈದ್ಯರ ಸಲಹೆಯಂತೆ ರೇಬೀಸ್ ಚುಚ್ಚುಮದ್ದನ್ನು ಕಚ್ಚಿದ ಮೊದಲ ದಿನ, 3ನೇ ದಿನ, 7ನೇ ದಿನ, 28ನೇ ದಿನ ತಪ್ಪದೇ ಲಸಿಕೆ ಪಡೆಯಬೇಕು ಹಾಗೂ ಸಾಕು ನಾಯಿಗಳಿಗೆ ತಪ್ಪದೇ ಚುಚ್ಚುಮದ್ದನ್ನು ಹಾಕಿಸಬೇಕು ಎಂದರು.: [208, 1283, 570, 1447]
- article2-box2: [1157, 458, 1499, 684]
- article3-byline: ಹೊಸಪೇಟೆ ಟೈಮ್ಸ್ ನ್ಯೂಸ್: [17, 1078, 118, 1092]
- column-divider: [579, 878, 581, 2361]
- article9-headline: ಹಿರಿಯ ನಾಗರಿಕರ ಕ್ರೀಡಾಕೂಟಕ್ಕೆ ಹೆಸರು ನೋಂದಾಯಿಸಲು ಅರ್ಜಿ ಆಹ್ವಾನ: [1199, 1663, 1443, 1720]
- article2-box1: [895, 677, 1150, 878]
- section-rule: [9, 2231, 576, 2232]
- dinapatrike-banner: ಹೊಸಪೇಟೆ ಟೈಮ್ಸ್ ದಿನಪತ್ರಿಕೆ: [635, 2281, 882, 2312]
- article7-headline: 'ನನ್ನ ಮತ, ನನ್ನ ಹಕ್ಕು' ಜನಜಾಗೃತಿ ಕಾರ್ಯಕ್ರಮಗಳು: [607, 1380, 910, 1451]
- column-divider: [579, 39, 581, 878]
- santhe-ground-image: [917, 187, 1497, 451]
- article4-drama-photo: [907, 1014, 1147, 1272]
- article3-col1: ಬಳ್ಳಾರಿ: ಸಾಕಿದ ಅಥವಾ ಬೀದಿ ನಾಯಿ ಕಚ್ಚಿದಲ್ಲಿ, ಉಗುರಿನಿಂದ ಗಿರಿದರೆ, ನಮ್ಮ ಮೈಮೇಲೆ ಈಗಾಗಲೇ ಇರುವ ಗಾಯವನ್ನು ನಾಲಿಗೆಯಿಂದ ನೆಕ್ಕಿದರೆ ಏನೂ ಆಗುವುದಿಲ್ಲವೆಂದು ನಿರ್ಲಕ್ಷ್ಯ ವಹಿಸದೇ ನಾಯಿ ಕಚ್ಚಿದ ಜಾಗವನ್ನು ಸೋಪು ಮತ್ತು ನೀರಿನಿಂದ ತೊಳೆದು, ಕೂಡಲೇ ಹತ್ತಿರದ ಸರ್ಕಾರಿ ಆಸ್ಪತ್ರೆಗೆ ತೆರಳಿ ವೈದ್ಯರ ಸಲಹೆಯಂತೆ ಮಾರಣಾಂತಿಕವಾದ ರೇಬೀಸ್ ರೋಗ ತಡೆಗಟ್ಟುವ ಲಸಿಕೆ ಪಡೆಯಬೇಕು ಎಂದು ಜಿಲ್ಲಾ ಸರ್ವೇಕ್ಷಣಾಧಿಕಾರಿ ಡಾ.ಮರಿಯಂಬಿ ವಿ.ಕೆ ಅವರು ಹೇಳಿದರು. ಜಿಲ್ಲಾಡಳಿತ, ಜಿಲ್ಲಾ ಪಂಚಾಯತ್, ಜಿಲ್ಲಾ ಆರೋಗ್ಯ ಮತ್ತು ಕುಟುಂಬ ಕಲ್ಯಾಣ ಇಲಾಖೆ, ಜಿಲ್ಲಾ ಸರ್ವೇಕ್ಷಣಾ ಘಟಕ ಮತ್ತು ನಗರ ಪ್ರಾಥಮಿಕ ಆರೋಗ್ಯ ಕೇಂದ್ರ ಕೌಲ್‌ಬಜಾರ್ ಇವರ ಸಂಯುಕ್ತಾಶ್ರಯದಲ್ಲಿ ಕೌಲ್‌ಬಜಾರ್ ನ ಆರೋಗ್ಯ ಕೇಂದ್ರದಲ್ಲಿ ನಾಯಿ ಕಡಿತ ಹಾಗೂ ಹಾವು ಕಡಿತ ಕುರಿತು ಬುಧವಾರ ಏರ್ಪಡಿಸಿದ್ದ ಜನಜಾಗೃತಿ ಕಾರ್ಯಕ್ರಮ: [17, 1097, 199, 1447]
- article4-col3b-text: ಜಗದೀಶಯ್ಯ ಸ್ವಾಮಿ ಕೊಳಗಲ್ಲು, ಚಂದ್ರಶೇಖರ ಹಲಕುಂದಿ, ಎಂ.ಎಂ.ಪಿ. ವೀರೇಶಸ್ವಾಮಿ ಹೊಳಗುಂದಿ, ರುದ್ರಪ್ಪ ದೊಡ್ಡವಾಡ ತೆಕ್ಕಲಕೋಟೆ, ವಸಂತ ಕುಮಾರ್ ಕಮ್ಮರಚೇಡು, ಅರ್ಚಕ ಕೊಲ್ಲೂರು, ದಕ್ಷಿಣ ಮೂರ್ತಿ ಕೊಳಗಲ್ಲು, ಸಂತೋಷ ಕುಮಾರ ಪಾಟೀಲ್, ಓಂಕಾರ ಕರಡಿಗುಡ್ಡ, ವರುಣ ಚಂದ್ರಶೇಖರ, ಚಂದ್ರಮೌಳಿ ಪಿರ್ರ, ಉಮಾದೇವಿ ಇಳಕಲ್, ರೇಣುಕಾ ಬಾವಿಕಟ್ಟಿ, ದಿವ್ಯಾ ಕೊಟ್ಟೂರು. ತಾಂತ್ರಿಕ ತಂಡ: ಬೆಳಕು - ಅನೀಶ್, ಮೇಕಪ್ ಆರ್ಟಿಸ್ಟ್ - ಗಂಗಾಧರ ಸಾಹುಕಾರ, ಕಂಪ್ಲಿಯ ಸಂಗೀತ ತಂಡ ಹಾಗೂ ಇತರರು ಸಹಕರಿಸಿದರು. ನಾಟಕದ ಆಕರ್ಷಕ ಸನ್ನಿವೇಶಗಳು, ಭಾವಪೂರ್ಣ ಅಭಿನಯ, ಸುಶ್ರಾವ್ಯ ಹಿನ್ನೆಲೆ ಸಂಗೀತ, ಮಾನವೀಯತೆ ಹಾಗೂ ಭಾವೈಕ್ಯತೆಯ ಸಂದೇಶಗಳು ಪ್ರೇಕ್ಷಕರ ಮನಸ್ಸನ್ನು ಗೆದ್ದವು. ಚಪ್ಪಾಳೆ-ಕೇಕೆಯೊಂದಿಗೆ ಹರ್ಷ ವ್ಯಕ್ತಪಡಿಸಿದರು.: [1154, 1035, 1501, 1199]
- section-rule: [584, 177, 1505, 179]
- masthead-date: ಶುಕ್ರವಾರ 12-09-2025: [6, 5, 186, 26]
- section-rule: [584, 1366, 1505, 1367]
- article6-headline: ನಾಳೆ ವಿದ್ಯುತ್ ವ್ಯತ್ಯಯ: [208, 2236, 379, 2264]
